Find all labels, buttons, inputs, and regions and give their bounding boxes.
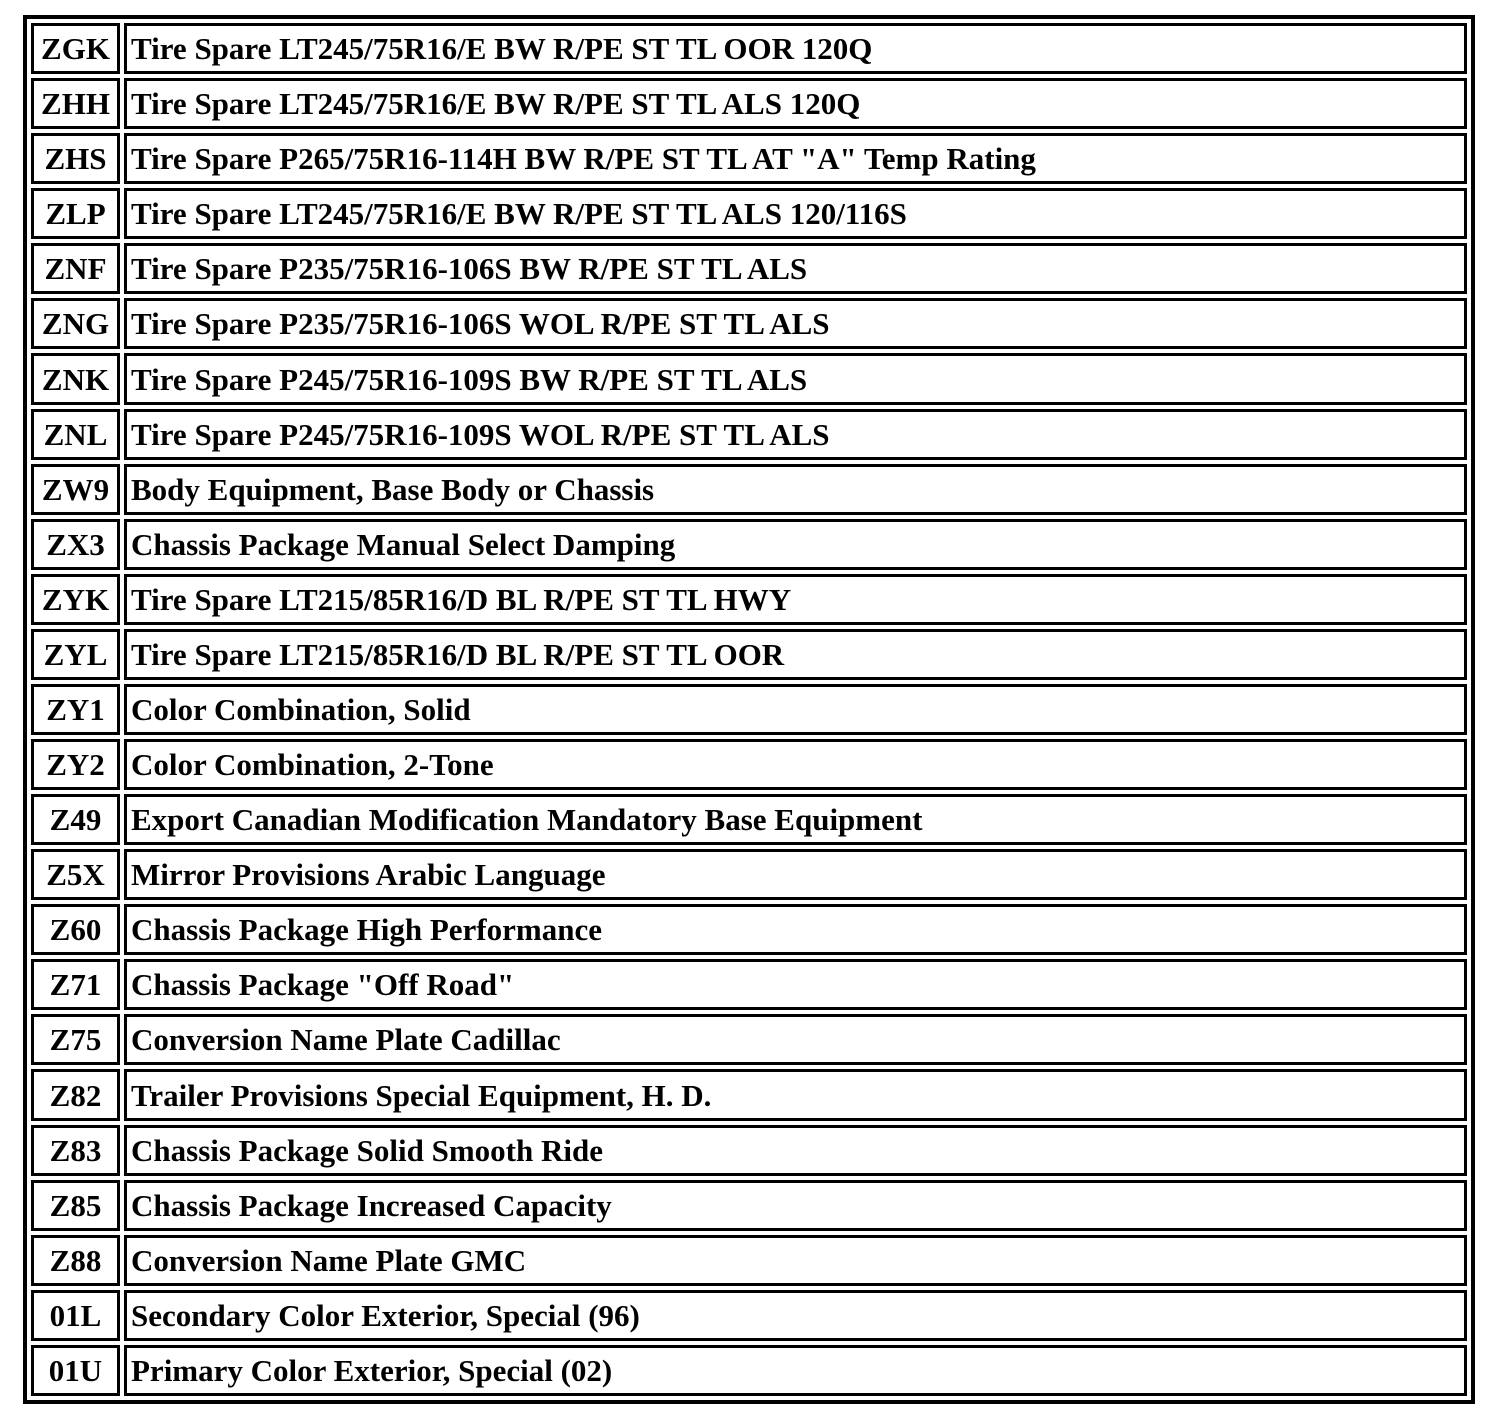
table-row [31, 298, 1467, 349]
option-code-cell: Z88 [31, 1235, 120, 1286]
option-description-cell: Tire Spare LT215/85R16/D BL R/PE ST TL OOR [124, 629, 1467, 680]
option-description-cell: Secondary Color Exterior, Special (96) [124, 1290, 1467, 1341]
options-table-frame [23, 15, 1475, 1404]
option-code-cell: ZNF [31, 243, 120, 294]
table-row [31, 464, 1467, 515]
option-code-cell: ZY1 [31, 684, 120, 735]
option-codes-table [27, 19, 1471, 1400]
option-description-cell: Chassis Package Increased Capacity [124, 1180, 1467, 1231]
option-description-cell: Tire Spare P245/75R16-109S BW R/PE ST TL ALS [124, 353, 1467, 404]
option-code-cell: ZLP [31, 188, 120, 239]
table-row [31, 1345, 1467, 1396]
option-code-cell: 01U [31, 1345, 120, 1396]
option-code-cell: ZHS [31, 133, 120, 184]
table-row [31, 1235, 1467, 1286]
option-code-cell: Z5X [31, 849, 120, 900]
table-row [31, 794, 1467, 845]
option-code-cell: ZYL [31, 629, 120, 680]
option-codes-table-body [31, 23, 1467, 1396]
option-code-cell: ZNG [31, 298, 120, 349]
table-row [31, 1290, 1467, 1341]
option-description-cell: Mirror Provisions Arabic Language [124, 849, 1467, 900]
table-row [31, 353, 1467, 404]
option-description-cell: Tire Spare P235/75R16-106S WOL R/PE ST TL ALS [124, 298, 1467, 349]
option-description-cell: Conversion Name Plate Cadillac [124, 1014, 1467, 1065]
option-description-cell: Chassis Package High Performance [124, 904, 1467, 955]
option-description-cell: Primary Color Exterior, Special (02) [124, 1345, 1467, 1396]
table-row [31, 1125, 1467, 1176]
option-description-cell: Tire Spare P265/75R16-114H BW R/PE ST TL AT "A" Temp Rating [124, 133, 1467, 184]
table-row [31, 188, 1467, 239]
table-row [31, 1069, 1467, 1120]
option-code-cell: ZX3 [31, 519, 120, 570]
option-code-cell: Z85 [31, 1180, 120, 1231]
option-code-cell: ZNL [31, 409, 120, 460]
option-description-cell: Color Combination, 2-Tone [124, 739, 1467, 790]
option-code-cell: Z75 [31, 1014, 120, 1065]
table-row [31, 1014, 1467, 1065]
option-code-cell: ZNK [31, 353, 120, 404]
table-row [31, 574, 1467, 625]
option-description-cell: Export Canadian Modification Mandatory Base Equipment [124, 794, 1467, 845]
option-description-cell: Chassis Package Manual Select Damping [124, 519, 1467, 570]
table-row [31, 684, 1467, 735]
option-description-cell: Chassis Package Solid Smooth Ride [124, 1125, 1467, 1176]
option-description-cell: Tire Spare P245/75R16-109S WOL R/PE ST TL ALS [124, 409, 1467, 460]
table-row [31, 78, 1467, 129]
option-description-cell: Conversion Name Plate GMC [124, 1235, 1467, 1286]
option-description-cell: Trailer Provisions Special Equipment, H. D. [124, 1069, 1467, 1120]
table-row [31, 243, 1467, 294]
table-row [31, 629, 1467, 680]
table-row [31, 904, 1467, 955]
option-description-cell: Tire Spare P235/75R16-106S BW R/PE ST TL ALS [124, 243, 1467, 294]
option-description-cell: Color Combination, Solid [124, 684, 1467, 735]
table-row [31, 519, 1467, 570]
option-description-cell: Tire Spare LT215/85R16/D BL R/PE ST TL HWY [124, 574, 1467, 625]
table-row [31, 739, 1467, 790]
option-code-cell: ZYK [31, 574, 120, 625]
table-row [31, 409, 1467, 460]
option-description-cell: Tire Spare LT245/75R16/E BW R/PE ST TL ALS 120/116S [124, 188, 1467, 239]
option-code-cell: Z60 [31, 904, 120, 955]
option-description-cell: Tire Spare LT245/75R16/E BW R/PE ST TL OOR 120Q [124, 23, 1467, 74]
option-code-cell: Z83 [31, 1125, 120, 1176]
option-description-cell: Body Equipment, Base Body or Chassis [124, 464, 1467, 515]
option-code-cell: ZGK [31, 23, 120, 74]
option-description-cell: Chassis Package "Off Road" [124, 959, 1467, 1010]
option-code-cell: ZW9 [31, 464, 120, 515]
option-code-cell: 01L [31, 1290, 120, 1341]
option-code-cell: ZHH [31, 78, 120, 129]
table-row [31, 133, 1467, 184]
table-row [31, 1180, 1467, 1231]
option-code-cell: Z71 [31, 959, 120, 1010]
table-row [31, 23, 1467, 74]
option-code-cell: ZY2 [31, 739, 120, 790]
table-row [31, 959, 1467, 1010]
table-row [31, 849, 1467, 900]
option-description-cell: Tire Spare LT245/75R16/E BW R/PE ST TL ALS 120Q [124, 78, 1467, 129]
option-code-cell: Z49 [31, 794, 120, 845]
option-code-cell: Z82 [31, 1069, 120, 1120]
